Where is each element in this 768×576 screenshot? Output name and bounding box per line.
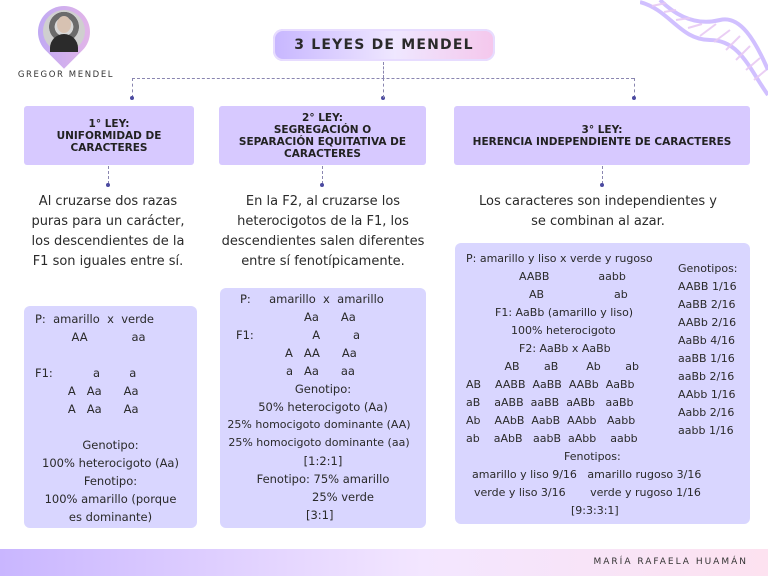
fenotipos-title: Fenotipos:: [564, 450, 621, 463]
law-3-line: 3° LEY:: [581, 123, 623, 136]
connector-law-3: [602, 166, 603, 184]
genotipo-item: aaBb 2/16: [678, 370, 735, 383]
page-title: 3 LEYES DE MENDEL: [273, 29, 495, 61]
card-line: P: amarillo x amarillo: [240, 292, 384, 306]
card-line: 100% heterocigoto: [511, 324, 616, 337]
law-2-description: [214, 192, 432, 272]
law-3-line: HERENCIA INDEPENDIENTE DE CARACTERES: [472, 135, 732, 148]
law-3-description: [460, 192, 736, 232]
card-line: A AA Aa: [285, 346, 357, 360]
connector-dot-law-3: [600, 183, 604, 187]
desc-line: Al cruzarse dos razas: [38, 194, 178, 209]
connector-center: [383, 78, 384, 98]
card-line: 25% verde: [312, 490, 374, 504]
desc-line: entre sí fenotípicamente.: [241, 254, 405, 269]
connector-dot-right: [632, 96, 636, 100]
card-line: AB ab: [529, 288, 628, 301]
law-2-card: [220, 288, 426, 528]
card-line: [9:3:3:1]: [571, 504, 619, 517]
card-line: Fenotipo:: [83, 474, 138, 488]
card-line: [3:1]: [306, 508, 334, 522]
genotipo-item: AABB 1/16: [678, 280, 737, 293]
card-line: F2: AaBb x AaBb: [519, 342, 611, 355]
card-line: F1: AaBb (amarillo y liso): [495, 306, 634, 319]
avatar-face: [57, 16, 71, 33]
connector-dot-law-1: [106, 183, 110, 187]
card-line: [1:2:1]: [303, 454, 343, 468]
desc-line: puras para un carácter,: [31, 214, 185, 229]
card-line: P: amarillo x verde: [35, 312, 154, 326]
card-line: Fenotipo: 75% amarillo: [256, 472, 390, 486]
desc-line: En la F2, al cruzarse los: [245, 194, 401, 209]
card-line: 50% heterocigoto (Aa): [258, 400, 388, 414]
desc-line: Los caracteres son independientes y: [479, 194, 717, 209]
card-line: 100% amarillo (porque: [44, 492, 177, 506]
genotipo-item: aaBB 1/16: [678, 352, 735, 365]
card-line: AABB aabb: [519, 270, 626, 283]
card-line: Aa Aa: [304, 310, 356, 324]
connector-law-1: [108, 166, 109, 184]
card-line: 100% heterocigoto (Aa): [42, 456, 179, 470]
card-line: amarillo y liso 9/16 amarillo rugoso 3/16: [472, 468, 702, 481]
law-1-line: 1° LEY:: [88, 117, 130, 130]
desc-line: se combinan al azar.: [531, 214, 665, 229]
genotipos-title: Genotipos:: [678, 262, 738, 275]
card-line: A Aa Aa: [35, 384, 139, 398]
punnett-row: Ab AAbB AabB AAbb Aabb: [466, 414, 636, 427]
law-2-line: 2° LEY:: [302, 111, 343, 124]
desc-line: heterocigotos de la F1, los: [237, 214, 409, 229]
card-line: a Aa aa: [286, 364, 355, 378]
card-line: A Aa Aa: [35, 402, 139, 416]
law-1-description: [20, 192, 196, 272]
punnett-row: ab aAbB aabB aAbb aabb: [466, 432, 638, 445]
desc-line: descendientes salen diferentes: [221, 234, 425, 249]
card-line: Genotipo:: [82, 438, 139, 452]
law-1-card: [24, 306, 197, 528]
card-line: F1: a a: [35, 366, 137, 380]
connector-dot-left: [130, 96, 134, 100]
law-3-card: [455, 243, 750, 524]
law-1-line: CARACTERES: [70, 141, 148, 154]
law-3-header: [454, 106, 750, 165]
dna-helix-decoration: [640, 0, 768, 105]
genotipo-item: AABb 2/16: [678, 316, 737, 329]
card-line: 25% homocigoto dominante (aa): [228, 436, 410, 449]
connector-law-2: [322, 166, 323, 184]
card-line: Genotipo:: [294, 382, 352, 396]
law-2-line: SEGREGACIÓN O: [273, 123, 372, 136]
punnett-row: AB aB Ab ab: [466, 360, 639, 373]
connector-dot-law-2: [320, 183, 324, 187]
law-1-header: [24, 106, 194, 165]
person-name: GREGOR MENDEL: [17, 70, 115, 80]
genotipo-item: AaBB 2/16: [678, 298, 736, 311]
desc-line: los descendientes de la: [31, 234, 185, 249]
law-1-line: UNIFORMIDAD DE: [56, 129, 162, 142]
author-name: MARÍA RAFAELA HUAMÁN: [593, 557, 748, 567]
law-2-header: [219, 106, 426, 165]
connector-left: [132, 78, 133, 98]
card-line: 25% homocigoto dominante (AA): [227, 418, 411, 431]
genotipo-item: Aabb 2/16: [678, 406, 735, 419]
card-line: verde y liso 3/16 verde y rugoso 1/16: [474, 486, 701, 499]
card-line: es dominante): [68, 510, 153, 524]
desc-line: F1 son iguales entre sí.: [32, 254, 184, 269]
genotipo-item: AAbb 1/16: [678, 388, 736, 401]
card-line: AA aa: [35, 330, 146, 344]
card-line: F1: A a: [236, 328, 361, 342]
connector-right: [634, 78, 635, 98]
punnett-row: aB aABB aaBB aABb aaBb: [466, 396, 634, 409]
genotipo-item: aabb 1/16: [678, 424, 734, 437]
law-2-line: SEPARACIÓN EQUITATIVA DE: [238, 135, 407, 148]
law-2-line: CARACTERES: [284, 147, 361, 160]
punnett-row: AB AABB AaBB AABb AaBb: [466, 378, 635, 391]
card-line: P: amarillo y liso x verde y rugoso: [466, 252, 653, 265]
connector-title: [383, 62, 384, 78]
genotipo-item: AaBb 4/16: [678, 334, 735, 347]
